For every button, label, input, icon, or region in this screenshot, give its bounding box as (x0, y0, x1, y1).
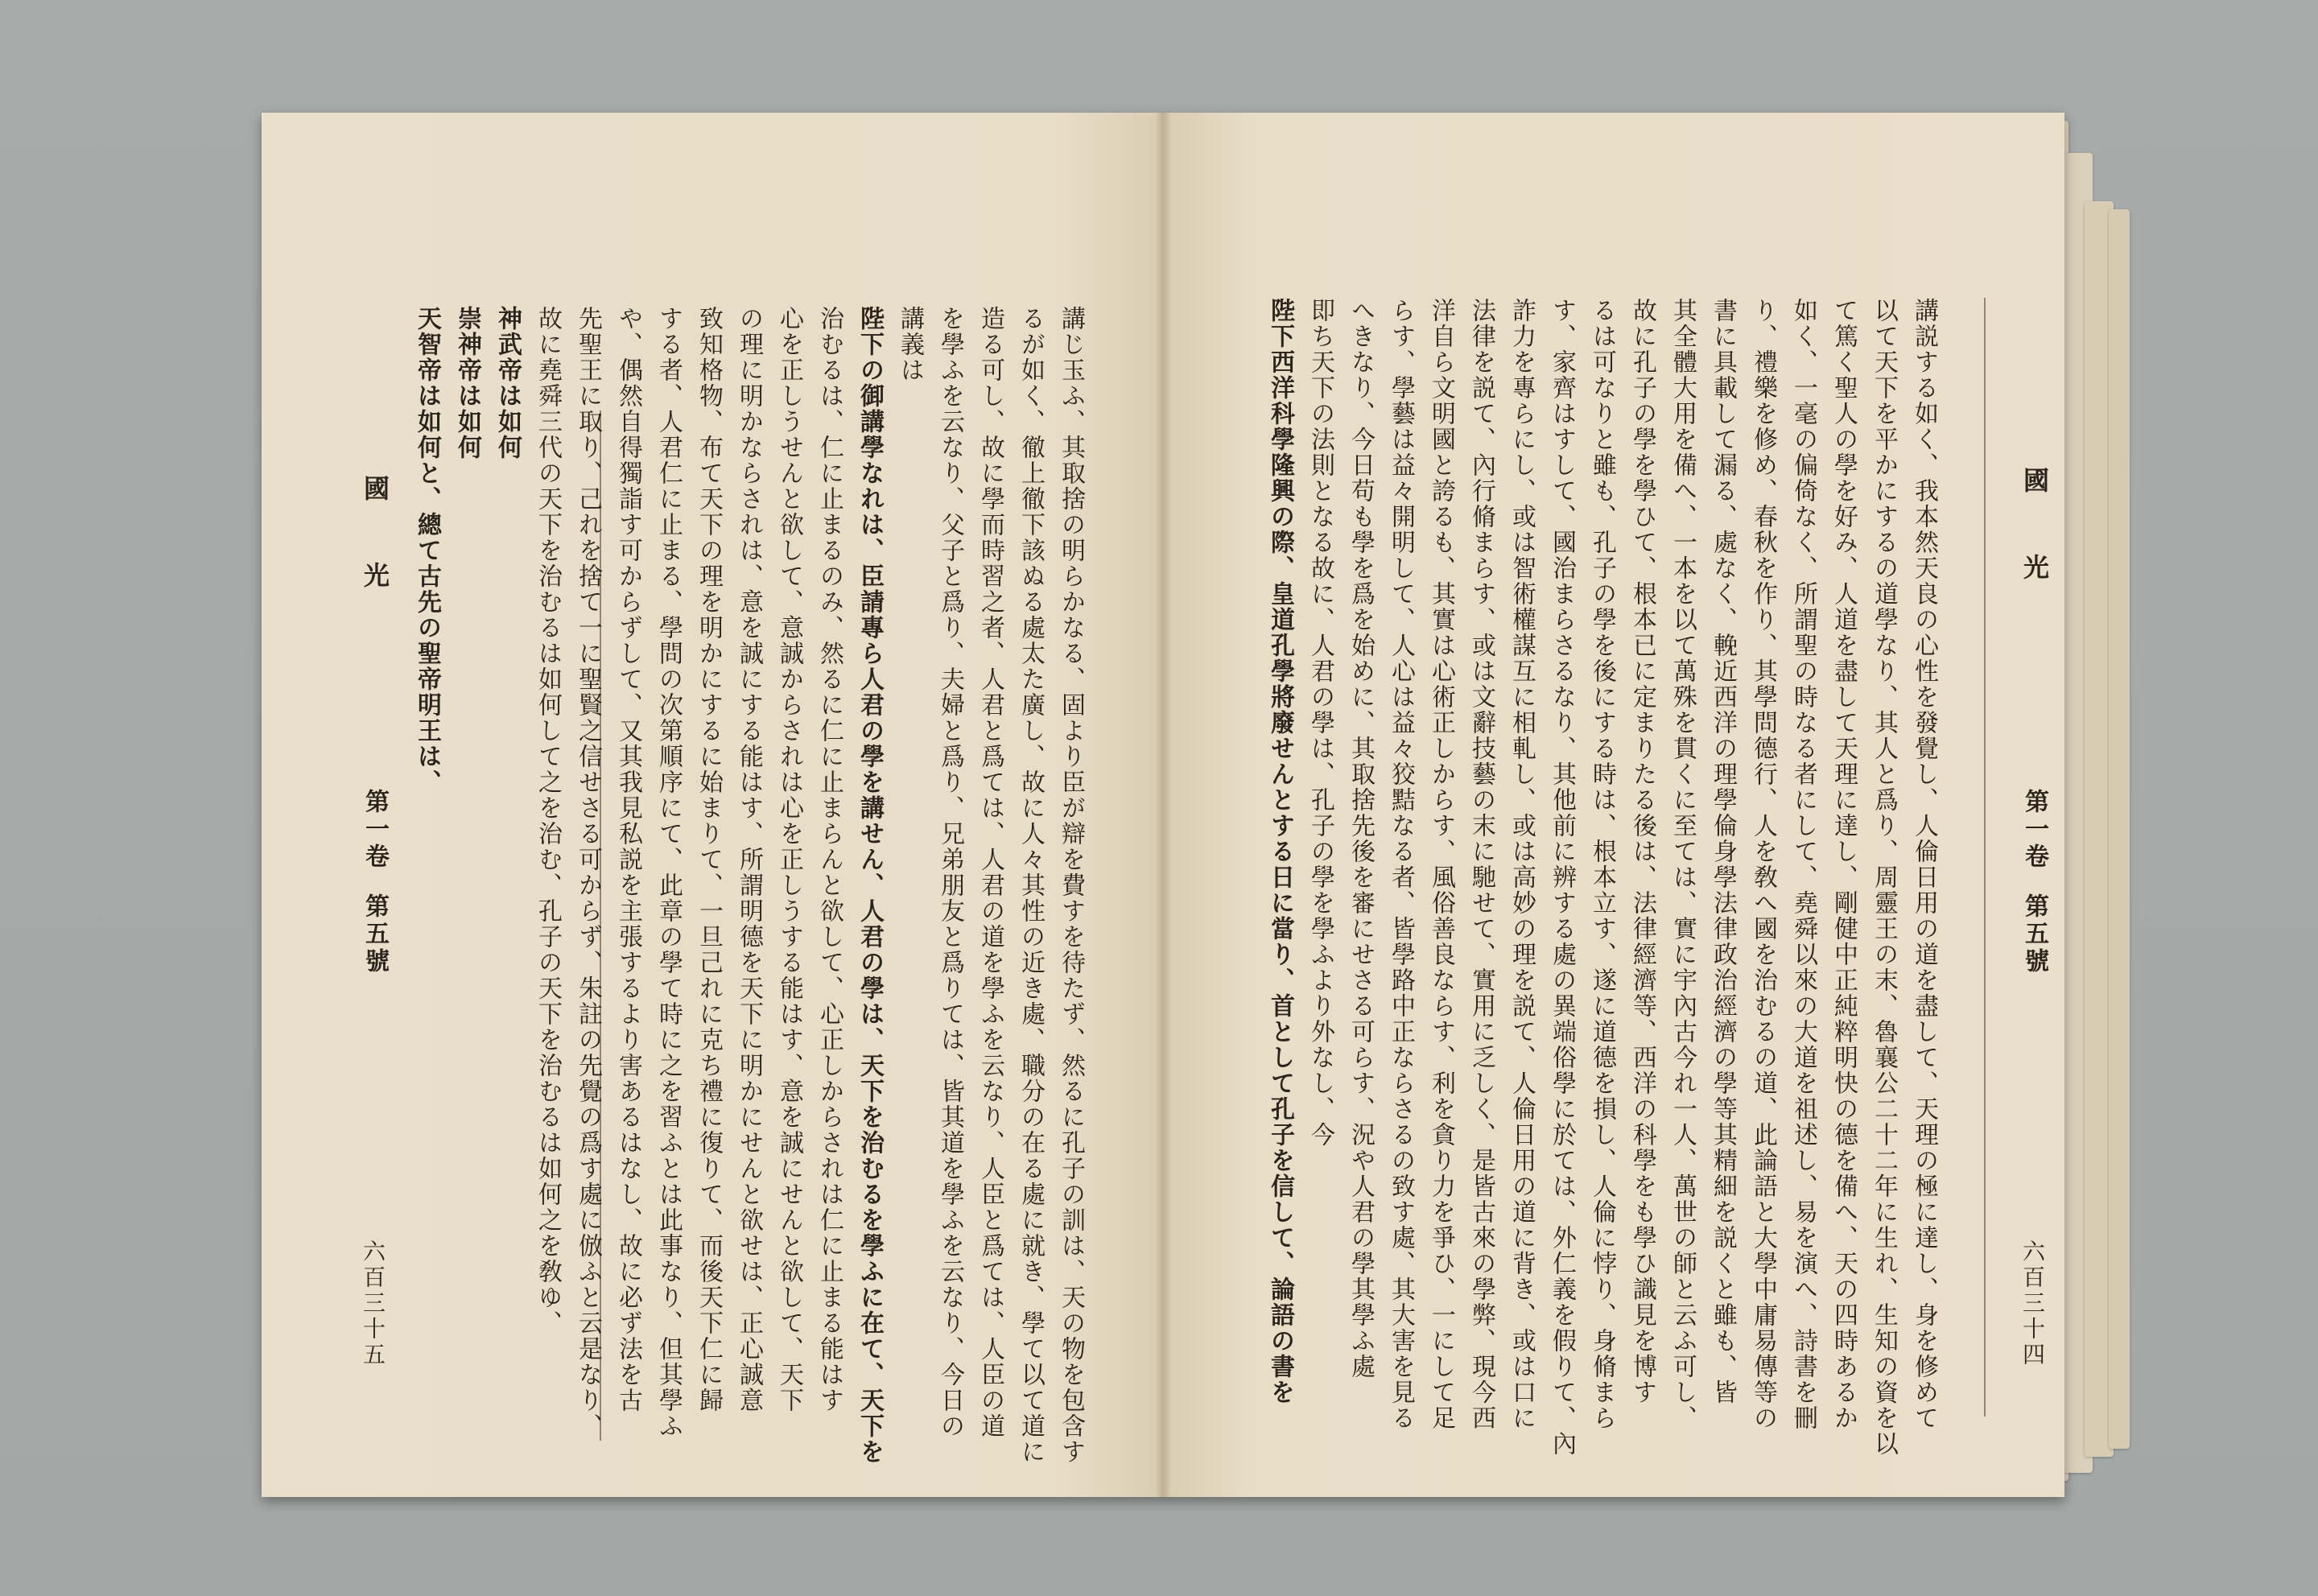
text-column: 神武帝は如何 (493, 306, 522, 460)
text-column: 心を正しうせんと欲して、意誠からされは心を正しうする能はす、意を誠にせんと欲して、天下 (775, 306, 803, 1413)
left-page (262, 113, 1163, 1497)
column-rule (1984, 298, 1986, 1417)
page-number: 六百三十五 (360, 1239, 386, 1368)
volume-label: 第一卷 (361, 789, 389, 871)
text-column: 即ち天下の法則となる故に、人君の學は、孔子の學を學ふより外なし、今 (1306, 298, 1334, 1148)
text-column: の理に明かならされは、意を誠にする能はす、所謂明德を天下に明かにせんと欲せは、正心誠意 (735, 306, 763, 1413)
text-column: 陛下の御講學なれは、臣請專ら人君の學を講せん、人君の學は、天下を治むるを學ふに在て、天下を (856, 306, 884, 1465)
text-column: 講説する如く、我本然天良の心性を發覺し、人倫日用の道を盡して、天理の極に達し、身を修めて (1910, 298, 1938, 1431)
text-column: 講義は (896, 306, 924, 383)
book-gutter (1155, 113, 1171, 1497)
text-column: 洋自ら文明國と誇るも、其實は心術正しからす、風俗善良ならす、利を貪り力を爭ひ、一にして足 (1427, 298, 1455, 1431)
text-column: 天智帝は如何と、總て古先の聖帝明王は、 (413, 306, 441, 795)
text-column: 如く、一毫の偏倚なく、所謂聖の時なる者にして、堯舜以來の大道を祖述し、易を演へ、詩書を刪 (1789, 298, 1817, 1431)
text-column: り、禮樂を修め、春秋を作り、其學問德行、人を敎へ國を治むるの道、此論語と大學中庸易傳等の (1749, 298, 1777, 1431)
page-number: 六百三十四 (2019, 1239, 2046, 1368)
text-column: て篤く聖人の學を好み、人道を盡して天理に達し、剛健中正純粹明快の德を備へ、天の四時あるか (1829, 298, 1858, 1431)
text-column: へきなり、今日苟も學を爲を始めに、其取捨先後を審にせさる可らす、況や人君の學其學ふ處 (1347, 298, 1375, 1379)
text-column: 陛下西洋科學隆興の際、皇道孔學將廢せんとする日に當り、首として孔子を信して、論語の書を (1266, 298, 1294, 1405)
text-column: 先聖王に取り、己れを捨て一に聖賢之信せさる可からず、朱註の先覺の爲す處に倣ふと云是なり、 (574, 306, 602, 1439)
text-column: す、家齊はすして、國治まらさるなり、其他前に辨する處の異端俗學に於ては、外仁義を假りて、內 (1548, 298, 1576, 1457)
text-column: 書に具載して漏る、處なく、輓近西洋の理學倫身學法律政治經濟の學等其精細を説くと雖も、皆 (1709, 298, 1737, 1405)
open-book (262, 113, 2064, 1497)
text-column: 崇神帝は如何 (453, 306, 481, 460)
text-column: を學ふを云なり、父子と爲り、夫婦と爲り、兄弟朋友と爲りては、皆其道を學ふを云なり、今日の (936, 306, 964, 1439)
page-stack-edge (2109, 209, 2130, 1449)
text-column: 致知格物、布て天下の理を明かにするに始まりて、一旦己れに克ち禮に復りて、而後天下仁に歸 (695, 306, 723, 1413)
text-column: 其全體大用を備へ、一本を以て萬殊を貫くに至ては、實に宇內古今れ一人、萬世の師と云ふ可し、 (1668, 298, 1697, 1431)
journal-title: 國 光 (2019, 467, 2050, 583)
text-column: 故に孔子の學を學ひて、根本已に定まりたる後は、法律經濟等、西洋の科學をも學ひ識見を博す (1628, 298, 1656, 1405)
text-column: 以て天下を平かにするの道學なり、其人と爲り、周靈王の末、魯襄公二十二年に生れ、生知の資を以 (1870, 298, 1898, 1457)
text-column: 講じ玉ふ、其取捨の明らかなる、固より臣が辯を費すを待たず、然るに孔子の訓は、天の物を包含す (1057, 306, 1085, 1465)
text-column: 造る可し、故に學而時習之者、人君と爲ては、人君の道を學ふを云なり、人臣と爲ては、人臣の道 (976, 306, 1004, 1439)
volume-label: 第一卷 (2020, 789, 2048, 871)
text-column: 故に堯舜三代の天下を治むるは如何して之を治む、孔子の天下を治むるは如何之を敎ゆ、 (534, 306, 562, 1336)
text-column: 治むるは、仁に止まるのみ、然るに仁に止まらんと欲して、心正しからされは仁に止まる能はす (815, 306, 843, 1413)
text-column: 詐力を專らにし、或は智術權謀互に相軋し、或は高妙の理を説て、人倫日用の道に背き、或は口に (1508, 298, 1536, 1431)
text-column: るが如く、徹上徹下該ぬる處太た廣し、故に人々其性の近き處、職分の在る處に就き、學て以て道に (1017, 306, 1045, 1465)
body-text (1260, 298, 1944, 1457)
issue-label: 第五號 (361, 893, 389, 975)
text-column: 法律を説て、內行脩まらす、或は文辭技藝の末に馳せて、實用に乏しく、是皆古來の學弊、現今西 (1467, 298, 1495, 1431)
text-column: らす、學藝は益々開明して、人心は益々狡黠なる者、皆學路中正ならさるの致す處、其大害を見る (1387, 298, 1415, 1431)
text-column: や、偶然自得獨詣す可からずして、又其我見私説を主張するより害あるはなし、故に必ず法を古 (614, 306, 642, 1413)
right-page (1163, 113, 2064, 1497)
issue-label: 第五號 (2020, 893, 2048, 975)
journal-title: 國 光 (360, 475, 390, 591)
body-text (406, 306, 1091, 1465)
text-column: るは可なりと雖も、孔子の學を後にする時は、根本立す、遂に道德を損し、人倫に悖り、身脩まら (1588, 298, 1616, 1431)
text-column: する者、人君仁に止まる、學問の次第順序にて、此章の學て時に之を習ふとは此事なり、但其學ふ (654, 306, 683, 1439)
